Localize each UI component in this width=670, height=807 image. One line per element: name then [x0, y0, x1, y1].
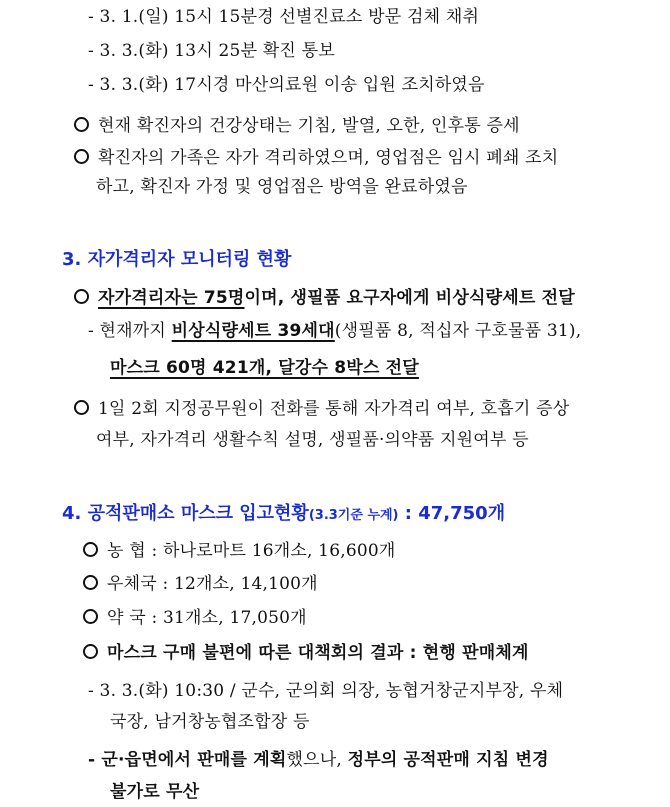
circle-bullet-icon [83, 542, 98, 557]
section4-title-basis: (3.3기준 누계) [308, 508, 399, 523]
timeline-item-1: - 3. 1.(일) 15시 15분경 선별진료소 방문 검체 채취 [88, 7, 480, 27]
timeline-item-2: - 3. 3.(화) 13시 25분 확진 통보 [88, 41, 335, 61]
circle-bullet-icon [83, 609, 98, 624]
supply-item-post-office [83, 573, 318, 595]
section3-sub1 [88, 320, 581, 342]
sub1-prefix: - 현재까지 [88, 321, 172, 341]
bullet2-text-line1: 1일 2회 지정공무원이 전화를 통해 자가격리 여부, 호흡기 증상 [98, 399, 570, 419]
meeting-sub1-line1: - 3. 3.(화) 10:30 / 군수, 군의회 의장, 농협거창군지부장, 우체 [88, 681, 564, 701]
timeline-item-3: - 3. 3.(화) 17시경 마산의료원 이송 입원 조치하였음 [88, 75, 485, 95]
circle-bullet-icon [74, 289, 89, 304]
sub2-middle: 했으나, [286, 750, 348, 770]
section3-bullet2 [74, 398, 569, 420]
sub2-plan: - 군·읍면에서 판매를 계획 [88, 750, 287, 770]
section4-title-main: 4. 공적판매소 마스크 입고현황 [62, 503, 309, 524]
self-quarantine-count: 자가격리자는 75명 [98, 288, 245, 308]
bullet2-text-line2: 여부, 자가격리 생활수칙 설명, 생필품·의약품 지원여부 등 [96, 430, 529, 450]
health-status-text: 현재 확진자의 건강상태는 기침, 발열, 오한, 인후통 증세 [98, 116, 520, 136]
bullet1-middle: 이며, 생필품 요구자에게 [244, 288, 436, 308]
meeting-sub2-line1 [88, 749, 549, 771]
supply-item-text: 농 협 : 하나로마트 16개소, 16,600개 [107, 541, 396, 561]
family-text-line1: 확진자의 가족은 자가 격리하였으며, 영업점은 임시 폐쇄 조치 [98, 148, 559, 168]
emergency-food-households: 비상식량세트 39세대 [171, 321, 335, 341]
section4-title-total: : 47,750개 [398, 503, 506, 524]
circle-bullet-icon [74, 117, 89, 132]
sub2-guideline-change: 정부의 공적판매 지침 변경 [347, 750, 549, 770]
family-text-line2: 하고, 확진자 가정 및 영업점은 방역을 완료하였음 [96, 177, 468, 197]
sub1-detail: (생필품 8, 적십자 구호물품 31), [334, 321, 582, 341]
circle-bullet-icon [83, 575, 98, 590]
circle-bullet-icon [74, 149, 89, 164]
circle-bullet-icon [83, 644, 98, 659]
meeting-sub2-line2: 불가로 무산 [110, 782, 200, 802]
section3-bullet1 [74, 287, 575, 309]
meeting-sub1-line2: 국장, 남거창농협조합장 등 [110, 712, 310, 732]
supply-item-pharmacy [83, 607, 307, 629]
section3-sub1-cont: 마스크 60명 421개, 달강수 8박스 전달 [110, 358, 419, 378]
circle-bullet-icon [74, 400, 89, 415]
section4-title [62, 502, 505, 528]
health-status-bullet [74, 115, 520, 137]
supply-item-text: 약 국 : 31개소, 17,050개 [107, 608, 307, 628]
section3-title: 3. 자가격리자 모니터링 현황 [62, 249, 292, 270]
family-bullet [74, 147, 558, 169]
meeting-result-text: 마스크 구매 불편에 따른 대책회의 결과 : 현행 판매체계 [107, 643, 529, 663]
meeting-result-bullet [83, 642, 529, 664]
supply-item-nonghyup [83, 540, 396, 562]
supply-item-text: 우체국 : 12개소, 14,100개 [107, 574, 318, 594]
emergency-food-delivery: 비상식량세트 전달 [435, 288, 575, 308]
